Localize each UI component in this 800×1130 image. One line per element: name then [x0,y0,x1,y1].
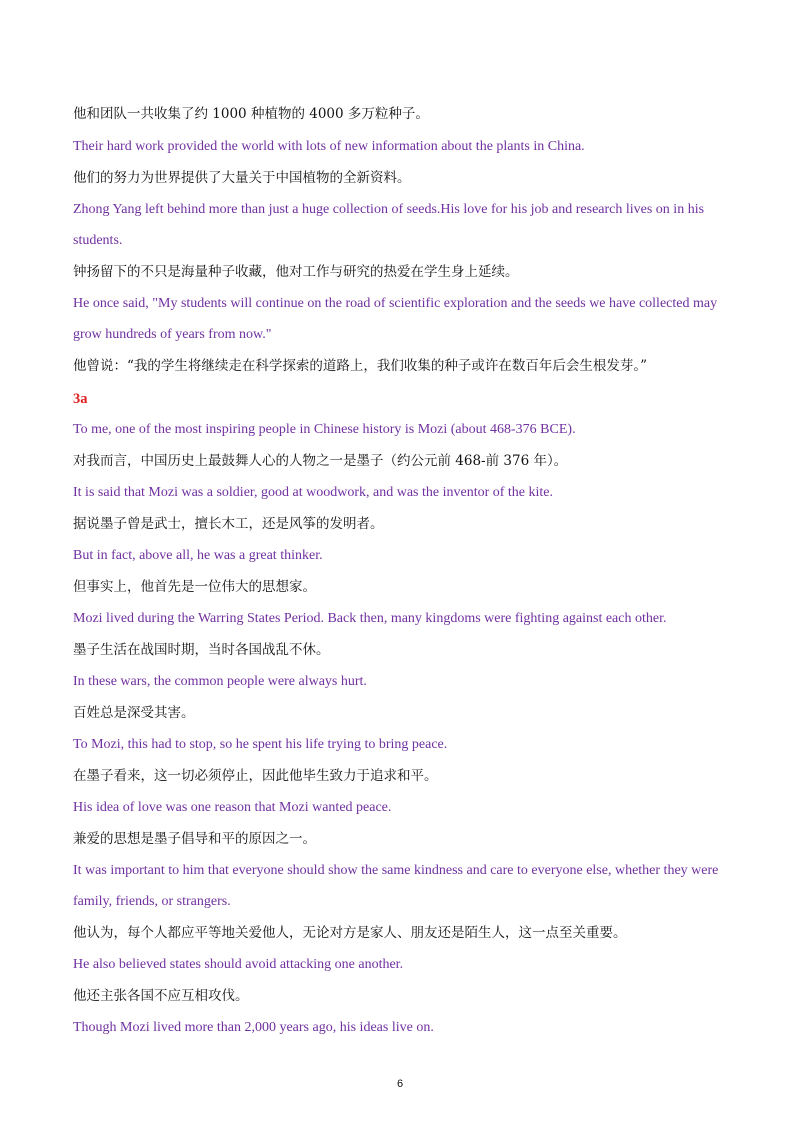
text-line-en: His idea of love was one reason that Mozi wanted peace. [73,800,392,815]
text-line-en: It is said that Mozi was a soldier, good at woodwork, and was the inventor of the kite. [73,485,554,500]
text-line-zh: 钟扬留下的不只是海量种子收藏，他对工作与研究的热爱在学生身上延续。 [73,264,519,280]
text-line-zh: 他还主张各国不应互相攻伐。 [73,988,249,1004]
text-line-zh: 对我而言，中国历史上最鼓舞人心的人物之一是墨子（约公元前 468-前 376 年）。 [73,453,568,469]
text-line-en: Though Mozi lived more than 2,000 years ago, his ideas live on. [73,1020,434,1035]
text-line-en: To Mozi, this had to stop, so he spent his life trying to bring peace. [73,737,448,752]
text-line-zh: 但事实上，他首先是一位伟大的思想家。 [73,579,316,595]
text-line-en: To me, one of the most inspiring people in Chinese history is Mozi (about 468-376 BCE). [73,422,576,437]
text-line-en: He once said, "My students will continue on the road of scientific exploration and the seeds we have collected may [73,296,718,311]
text-line-en: In these wars, the common people were always hurt. [73,674,367,689]
text-line-zh: 墨子生活在战国时期，当时各国战乱不休。 [73,642,330,658]
text-line-en: Mozi lived during the Warring States Period. Back then, many kingdoms were fighting against each other. [73,611,667,626]
text-line-en: family, friends, or strangers. [73,894,231,909]
text-line-en: Zhong Yang left behind more than just a huge collection of seeds.His love for his job and research lives on in his [73,202,705,217]
text-line-en: students. [73,233,123,248]
text-line-en: He also believed states should avoid attacking one another. [73,957,404,972]
text-line-zh: 他认为，每个人都应平等地关爱他人，无论对方是家人、朋友还是陌生人，这一点至关重要。 [73,925,627,941]
text-line-en: grow hundreds of years from now." [73,327,272,342]
text-line-en: Their hard work provided the world with lots of new information about the plants in China. [73,139,585,154]
page-number: 6 [396,1078,404,1090]
text-line-zh: 百姓总是深受其害。 [73,705,195,721]
section-heading: 3a [73,391,88,407]
text-line-zh: 据说墨子曾是武士，擅长木工，还是风筝的发明者。 [73,516,384,532]
text-line-zh: 他和团队一共收集了约 1000 种植物的 4000 多万粒种子。 [73,106,429,122]
text-line-zh: 他曾说：“我的学生将继续走在科学探索的道路上，我们收集的种子或许在数百年后会生根发芽。” [73,358,648,374]
text-line-en: It was important to him that everyone should show the same kindness and care to everyone else, whether they were [73,863,719,878]
text-line-en: But in fact, above all, he was a great thinker. [73,548,323,563]
text-line-zh: 兼爱的思想是墨子倡导和平的原因之一。 [73,831,316,847]
text-line-zh: 他们的努力为世界提供了大量关于中国植物的全新资料。 [73,170,411,186]
text-line-zh: 在墨子看来，这一切必须停止，因此他毕生致力于追求和平。 [73,768,438,784]
